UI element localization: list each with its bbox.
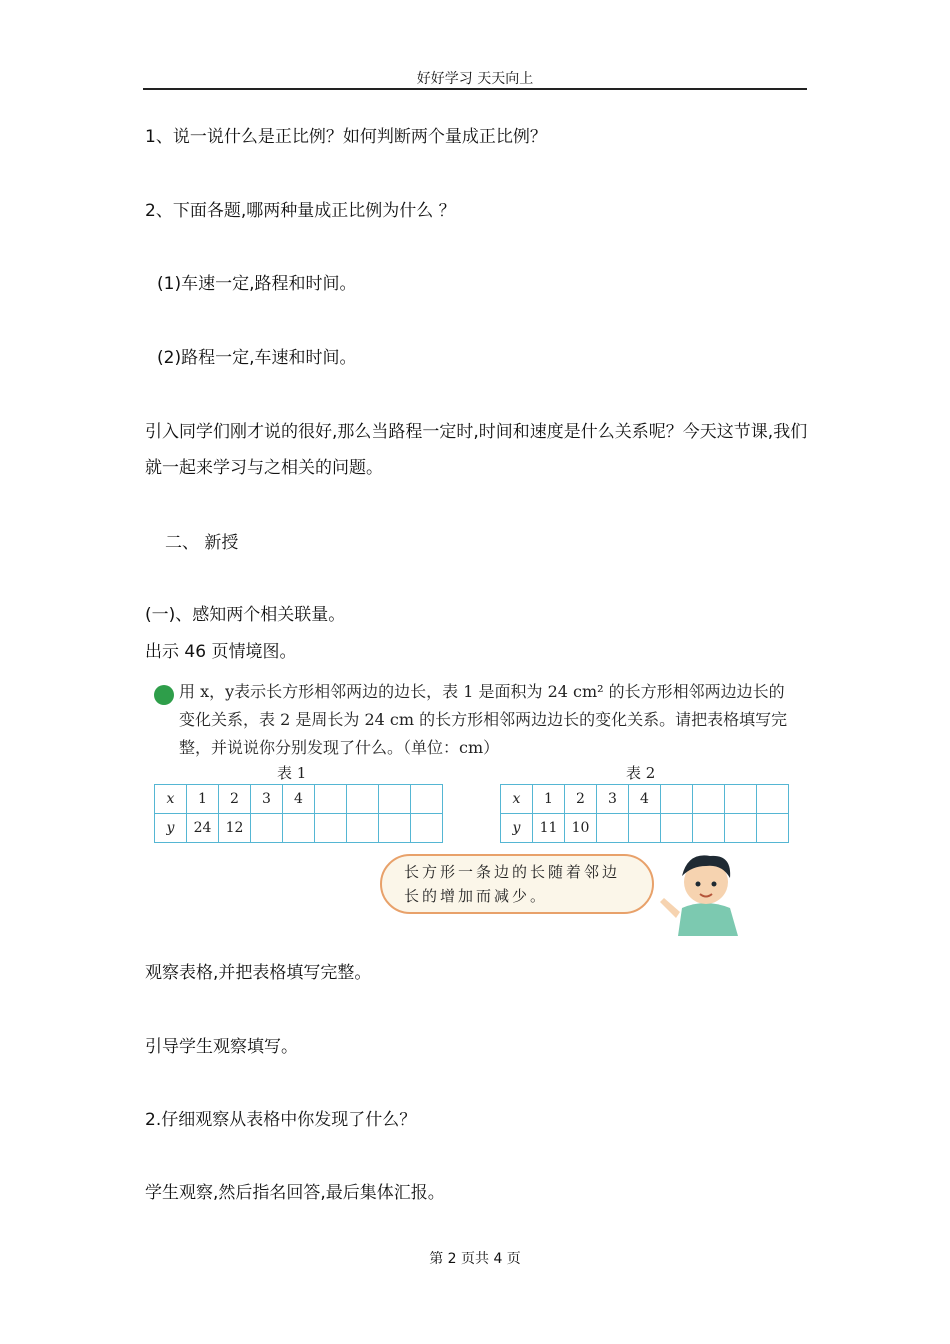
question-find: 2.仔细观察从表格中你发现了什么？ bbox=[145, 1110, 417, 1130]
table-cell: 3 bbox=[251, 785, 283, 814]
table-1-caption: 表 1 bbox=[277, 764, 307, 782]
table-cell bbox=[347, 814, 379, 843]
table-cell bbox=[725, 814, 757, 843]
page-footer: 第 2 页共 4 页 bbox=[429, 1251, 521, 1267]
part-1-heading: (一)、感知两个相关联量。 bbox=[145, 605, 346, 625]
table-1-row-x bbox=[155, 785, 443, 814]
table-cell: 4 bbox=[629, 785, 661, 814]
table-1-row-y bbox=[155, 814, 443, 843]
table-cell bbox=[693, 814, 725, 843]
table-cell: 24 bbox=[187, 814, 219, 843]
table-cell: 2 bbox=[219, 785, 251, 814]
table-cell: 2 bbox=[565, 785, 597, 814]
table-1 bbox=[154, 784, 443, 843]
question-2-item-1: (1)车速一定,路程和时间。 bbox=[157, 274, 357, 294]
table-cell bbox=[661, 814, 693, 843]
speech-bubble bbox=[380, 854, 654, 914]
table-cell bbox=[757, 785, 789, 814]
table-cell: 3 bbox=[597, 785, 629, 814]
textbook-figure bbox=[145, 678, 795, 936]
table-cell: x bbox=[155, 785, 187, 814]
table-cell bbox=[725, 785, 757, 814]
table-cell: 10 bbox=[565, 814, 597, 843]
report-line: 学生观察,然后指名回答,最后集体汇报。 bbox=[145, 1183, 445, 1203]
table-cell bbox=[411, 785, 443, 814]
section-heading-new-lesson: 二、 新授 bbox=[165, 533, 239, 553]
table-cell bbox=[379, 785, 411, 814]
table-2-row-x bbox=[501, 785, 789, 814]
table-cell bbox=[693, 785, 725, 814]
table-cell: y bbox=[155, 814, 187, 843]
table-cell bbox=[283, 814, 315, 843]
show-figure-line: 出示 46 页情境图。 bbox=[145, 642, 297, 662]
table-cell bbox=[347, 785, 379, 814]
question-2-item-2: (2)路程一定,车速和时间。 bbox=[157, 348, 357, 368]
table-cell: 1 bbox=[533, 785, 565, 814]
table-cell bbox=[629, 814, 661, 843]
intro-paragraph: 引入同学们刚才说的很好,那么当路程一定时,时间和速度是什么关系呢？今天这节课,我们就一起来学习与之相关的问题。 bbox=[145, 422, 808, 478]
page-header: 好好学习 天天向上 bbox=[416, 71, 534, 87]
table-2 bbox=[500, 784, 789, 843]
table-cell bbox=[411, 814, 443, 843]
table-cell: 11 bbox=[533, 814, 565, 843]
table-cell bbox=[757, 814, 789, 843]
table-cell bbox=[597, 814, 629, 843]
table-2-caption: 表 2 bbox=[626, 764, 656, 782]
table-cell: x bbox=[501, 785, 533, 814]
table-cell bbox=[661, 785, 693, 814]
speech-bubble-text: 长方形一条边的长随着邻边长的增加而减少。 bbox=[404, 863, 621, 905]
table-cell: 4 bbox=[283, 785, 315, 814]
table-cell bbox=[379, 814, 411, 843]
green-bullet-icon bbox=[154, 685, 174, 705]
table-cell: y bbox=[501, 814, 533, 843]
table-cell bbox=[315, 785, 347, 814]
observe-line: 观察表格,并把表格填写完整。 bbox=[145, 963, 372, 983]
table-cell bbox=[251, 814, 283, 843]
header-rule bbox=[143, 88, 807, 90]
table-cell: 12 bbox=[219, 814, 251, 843]
guide-line: 引导学生观察填写。 bbox=[145, 1037, 298, 1057]
table-cell: 1 bbox=[187, 785, 219, 814]
table-cell bbox=[315, 814, 347, 843]
table-2-row-y bbox=[501, 814, 789, 843]
figure-instruction: 用 x，y表示长方形相邻两边的边长，表 1 是面积为 24 cm² 的长方形相邻两边边长的变化关系，表 2 是周长为 24 cm 的长方形相邻两边边长的变化关系。请把表格填写完整，并说说你分别发现了什么。（单位：cm） bbox=[179, 682, 788, 757]
question-1: 1、说一说什么是正比例？如何判断两个量成正比例？ bbox=[145, 127, 547, 147]
question-2: 2、下面各题,哪两种量成正比例为什么 ？ bbox=[145, 201, 456, 221]
boy-illustration-icon bbox=[650, 846, 760, 936]
